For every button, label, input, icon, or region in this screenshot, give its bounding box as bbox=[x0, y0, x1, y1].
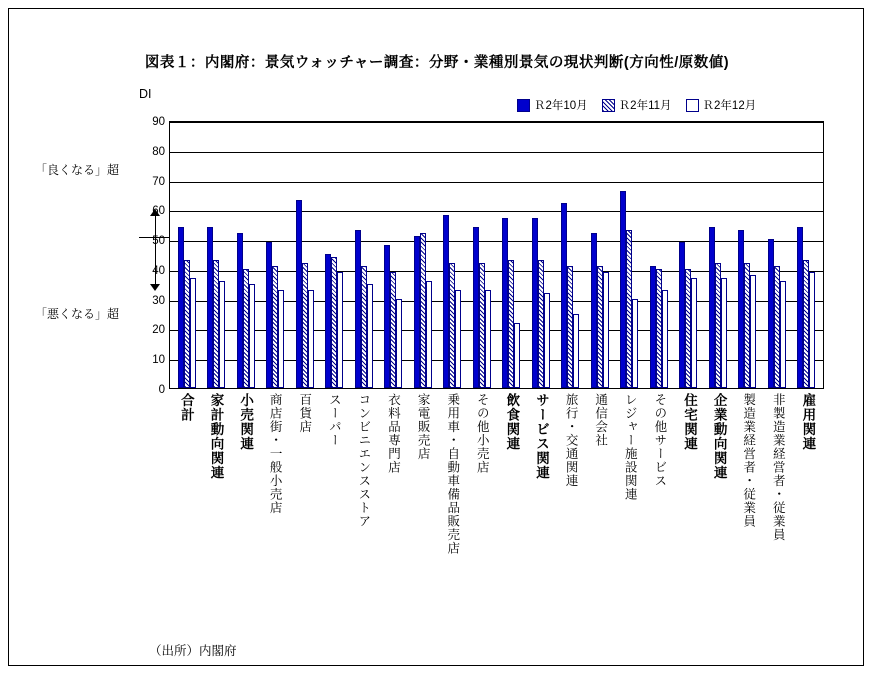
y-axis-tick: 10 bbox=[152, 354, 165, 367]
legend-item-3 bbox=[686, 97, 757, 113]
chart-title: 図表１：内閣府：景気ウォッチャー調査：分野・業種別景気の現状判断(方向性/原数値) bbox=[144, 55, 730, 71]
bar-group bbox=[379, 122, 409, 388]
bar-group bbox=[172, 122, 202, 388]
bar-group bbox=[408, 122, 438, 388]
category-label: その他サービス bbox=[652, 393, 667, 488]
bar-series-container bbox=[170, 122, 823, 388]
annotation-bad: 「悪くなる」超 bbox=[35, 307, 120, 321]
category-label: 企業動向関連 bbox=[711, 393, 727, 480]
bar bbox=[544, 293, 550, 388]
category-label: コンビニエンスストア bbox=[356, 393, 371, 528]
chart-legend bbox=[517, 97, 756, 113]
legend-swatch-series3-icon bbox=[686, 99, 699, 112]
category-labels bbox=[169, 393, 824, 643]
category-label: 製造業経営者・従業員 bbox=[741, 393, 756, 528]
bar bbox=[455, 290, 461, 388]
bar-group bbox=[438, 122, 468, 388]
legend-item-1 bbox=[517, 97, 588, 113]
bar bbox=[750, 275, 756, 388]
category-label: 飲食関連 bbox=[504, 393, 520, 451]
category-label: 乗用車・自動車備品販売店 bbox=[445, 393, 460, 555]
annotation-good: 「良くなる」超 bbox=[35, 163, 120, 177]
bar-group bbox=[556, 122, 586, 388]
bar-group bbox=[615, 122, 645, 388]
bar-group bbox=[261, 122, 291, 388]
bar bbox=[632, 299, 638, 388]
bar-group bbox=[792, 122, 822, 388]
bar-group bbox=[320, 122, 350, 388]
bar-group bbox=[762, 122, 792, 388]
legend-label-series2: Ｒ2年11月 bbox=[618, 100, 672, 112]
bar-group bbox=[467, 122, 497, 388]
bar bbox=[721, 278, 727, 388]
y-axis-tick: 80 bbox=[152, 145, 165, 158]
source-note: （出所）内閣府 bbox=[149, 644, 237, 658]
bar-group bbox=[674, 122, 704, 388]
category-label: 小売関連 bbox=[238, 393, 254, 451]
bar bbox=[308, 290, 314, 388]
y-axis-label: DI bbox=[139, 87, 152, 101]
bar-group bbox=[290, 122, 320, 388]
bar bbox=[337, 272, 343, 388]
direction-arrows-icon bbox=[146, 209, 164, 291]
y-axis-tick: 50 bbox=[152, 235, 165, 248]
y-axis-tick: 30 bbox=[152, 294, 165, 307]
legend-label-series3: Ｒ2年12月 bbox=[702, 100, 757, 112]
category-label: レジャー施設関連 bbox=[623, 393, 638, 501]
legend-item-2 bbox=[602, 97, 672, 113]
bar bbox=[426, 281, 432, 388]
bar bbox=[603, 272, 609, 388]
category-label: 通信会社 bbox=[593, 393, 608, 447]
bar bbox=[249, 284, 255, 388]
category-label: 家電販売店 bbox=[416, 393, 431, 461]
legend-label-series1: Ｒ2年10月 bbox=[534, 100, 588, 112]
bar-group bbox=[644, 122, 674, 388]
category-label: その他小売店 bbox=[475, 393, 490, 474]
bar bbox=[809, 272, 815, 388]
y-axis-tick: 60 bbox=[152, 205, 165, 218]
category-label: 家計動向関連 bbox=[208, 393, 224, 480]
y-axis-tick: 90 bbox=[152, 116, 165, 128]
category-label: 住宅関連 bbox=[681, 393, 697, 451]
bar bbox=[367, 284, 373, 388]
category-label: 衣料品専門店 bbox=[386, 393, 401, 474]
bar bbox=[219, 281, 225, 388]
bar-group bbox=[497, 122, 527, 388]
category-label: サービス関連 bbox=[534, 393, 549, 480]
bar-group bbox=[202, 122, 232, 388]
legend-swatch-series1-icon bbox=[517, 99, 530, 112]
bar bbox=[514, 323, 520, 389]
category-label: スーパー bbox=[327, 393, 342, 447]
category-label: 百貨店 bbox=[297, 393, 312, 434]
bar bbox=[691, 278, 697, 388]
bar bbox=[573, 314, 579, 388]
y-axis-tick: 0 bbox=[158, 384, 165, 396]
category-label: 旅行・交通関連 bbox=[564, 393, 579, 488]
plot-area bbox=[152, 116, 824, 396]
bar-group bbox=[231, 122, 261, 388]
category-label: 非製造業経営者・従業員 bbox=[771, 393, 786, 542]
y-axis-tick: 20 bbox=[152, 324, 165, 337]
bar bbox=[780, 281, 786, 388]
bar-group bbox=[585, 122, 615, 388]
bar bbox=[190, 278, 196, 388]
bar bbox=[662, 290, 668, 388]
category-label: 商店街・一般小売店 bbox=[268, 393, 283, 515]
bar-group bbox=[703, 122, 733, 388]
bar-group bbox=[526, 122, 556, 388]
category-label: 合計 bbox=[178, 393, 194, 422]
legend-swatch-series2-icon bbox=[602, 99, 615, 112]
bar-group bbox=[733, 122, 763, 388]
bar-group bbox=[349, 122, 379, 388]
bar bbox=[278, 290, 284, 388]
category-label: 雇用関連 bbox=[800, 393, 816, 451]
chart-frame bbox=[8, 8, 864, 666]
y-axis-tick: 70 bbox=[152, 175, 165, 188]
y-axis-tick: 40 bbox=[152, 264, 165, 277]
bar bbox=[396, 299, 402, 388]
bar bbox=[485, 290, 491, 388]
